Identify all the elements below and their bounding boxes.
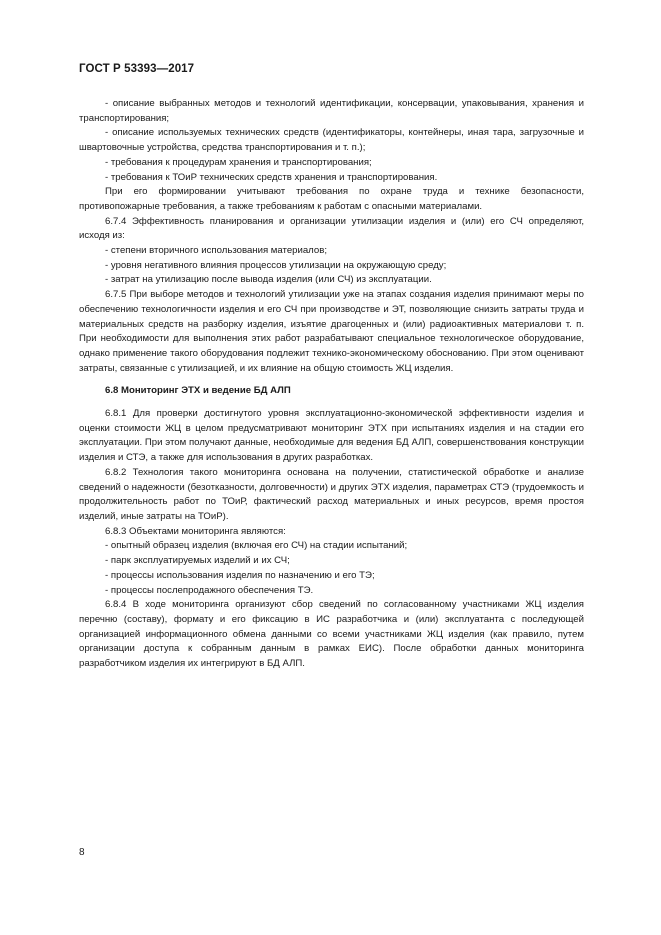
list-item: - процессы послепродажного обеспечения ТЭ.: [79, 584, 584, 599]
paragraph-block-6-7: [79, 97, 584, 376]
list-item: - уровня негативного влияния процессов утилизации на окружающую среду;: [79, 259, 584, 274]
list-item: - процессы использования изделия по назначению и его ТЭ;: [79, 569, 584, 584]
list-item: - требования к процедурам хранения и транспортирования;: [79, 156, 584, 171]
document-header: ГОСТ Р 53393—2017: [79, 63, 195, 75]
list-item: - опытный образец изделия (включая его СЧ) на стадии испытаний;: [79, 539, 584, 554]
paragraph: 6.7.4 Эффективность планирования и организации утилизации изделия и (или) его СЧ определяют, исходя из:: [79, 215, 584, 242]
list-item: - степени вторичного использования материалов;: [79, 244, 584, 259]
list-item: - описание используемых технических средств (идентификаторы, контейнеры, иная тара, загрузочные и швартовочные устройства, средства транспортирования и т. п.);: [79, 126, 584, 155]
list-item: - затрат на утилизацию после вывода изделия (или СЧ) из эксплуатации.: [79, 273, 584, 288]
list-item: - требования к ТОиР технических средств хранения и транспортирования.: [79, 171, 584, 186]
page-number: 8: [79, 847, 85, 858]
list-item: - описание выбранных методов и технологий идентификации, консервации, упаковывания, хранения и транспортирования;: [79, 97, 584, 126]
section-heading: 6.8 Мониторинг ЭТХ и ведение БД АЛП: [105, 385, 291, 397]
paragraph-block-6-8: [79, 407, 584, 672]
paragraph: 6.8.1 Для проверки достигнутого уровня эксплуатационно-экономической эффективности изделия и оценки стоимости ЖЦ в целом предусматривают мониторинг ЭТХ при испытаниях изделия и на стадии его эксплуатации. При этом получают данные, необходимые для ведения БД АЛП, совершенствования конструкции изделия и СТЭ, а также для использования в других разработках.: [79, 408, 584, 464]
paragraph: 6.7.5 При выборе методов и технологий утилизации уже на этапах создания изделия принимают меры по обеспечению технологичности изделия и его СЧ при производстве и ЭТ, позволяющие снизить затраты труда и материальных средств на разборку изделия, изъятие драгоценных и (или) радиоактивных материалови т. п. При необходимости для выполнения этих работ разрабатывают специальное технологическое оборудование, однако применение такого оборудования подлежит технико-экономическому обоснованию. При этом оценивают затраты, связанные с утилизацией, и их влияние на общую стоимость ЖЦ изделия.: [79, 289, 584, 374]
paragraph: При его формировании учитывают требования по охране труда и технике безопасности, противопожарные требования, а также требованиям к работам с опасными материалами.: [79, 186, 584, 212]
list-item: - парк эксплуатируемых изделий и их СЧ;: [79, 554, 584, 569]
paragraph: 6.8.3 Объектами мониторинга являются:: [105, 525, 286, 537]
paragraph: 6.8.2 Технология такого мониторинга основана на получении, статистической обработке и анализе сведений о надежности (безотказности, долговечности) и других ЭТХ изделия, параметрах СТЭ (трудоемкость и продолжительность работ по ТОиР, фактический расход материальных и иных ресурсов, время простоя изделий, иные затраты на ТОиР).: [79, 466, 584, 522]
paragraph: 6.8.4 В ходе мониторинга организуют сбор сведений по согласованному участниками ЖЦ изделия перечню (составу), формату и его фиксацию в ИС разработчика и (или) эксплуатанта с последующей организацией информационного обмена данными со всеми участниками ЖЦ изделия (как правило, путем организации доступа к собранным данным в рамках ЕИС). После обработки данных мониторинга разработчиком изделия их интегрируют в БД АЛП.: [79, 599, 584, 670]
document-body: [79, 97, 584, 672]
